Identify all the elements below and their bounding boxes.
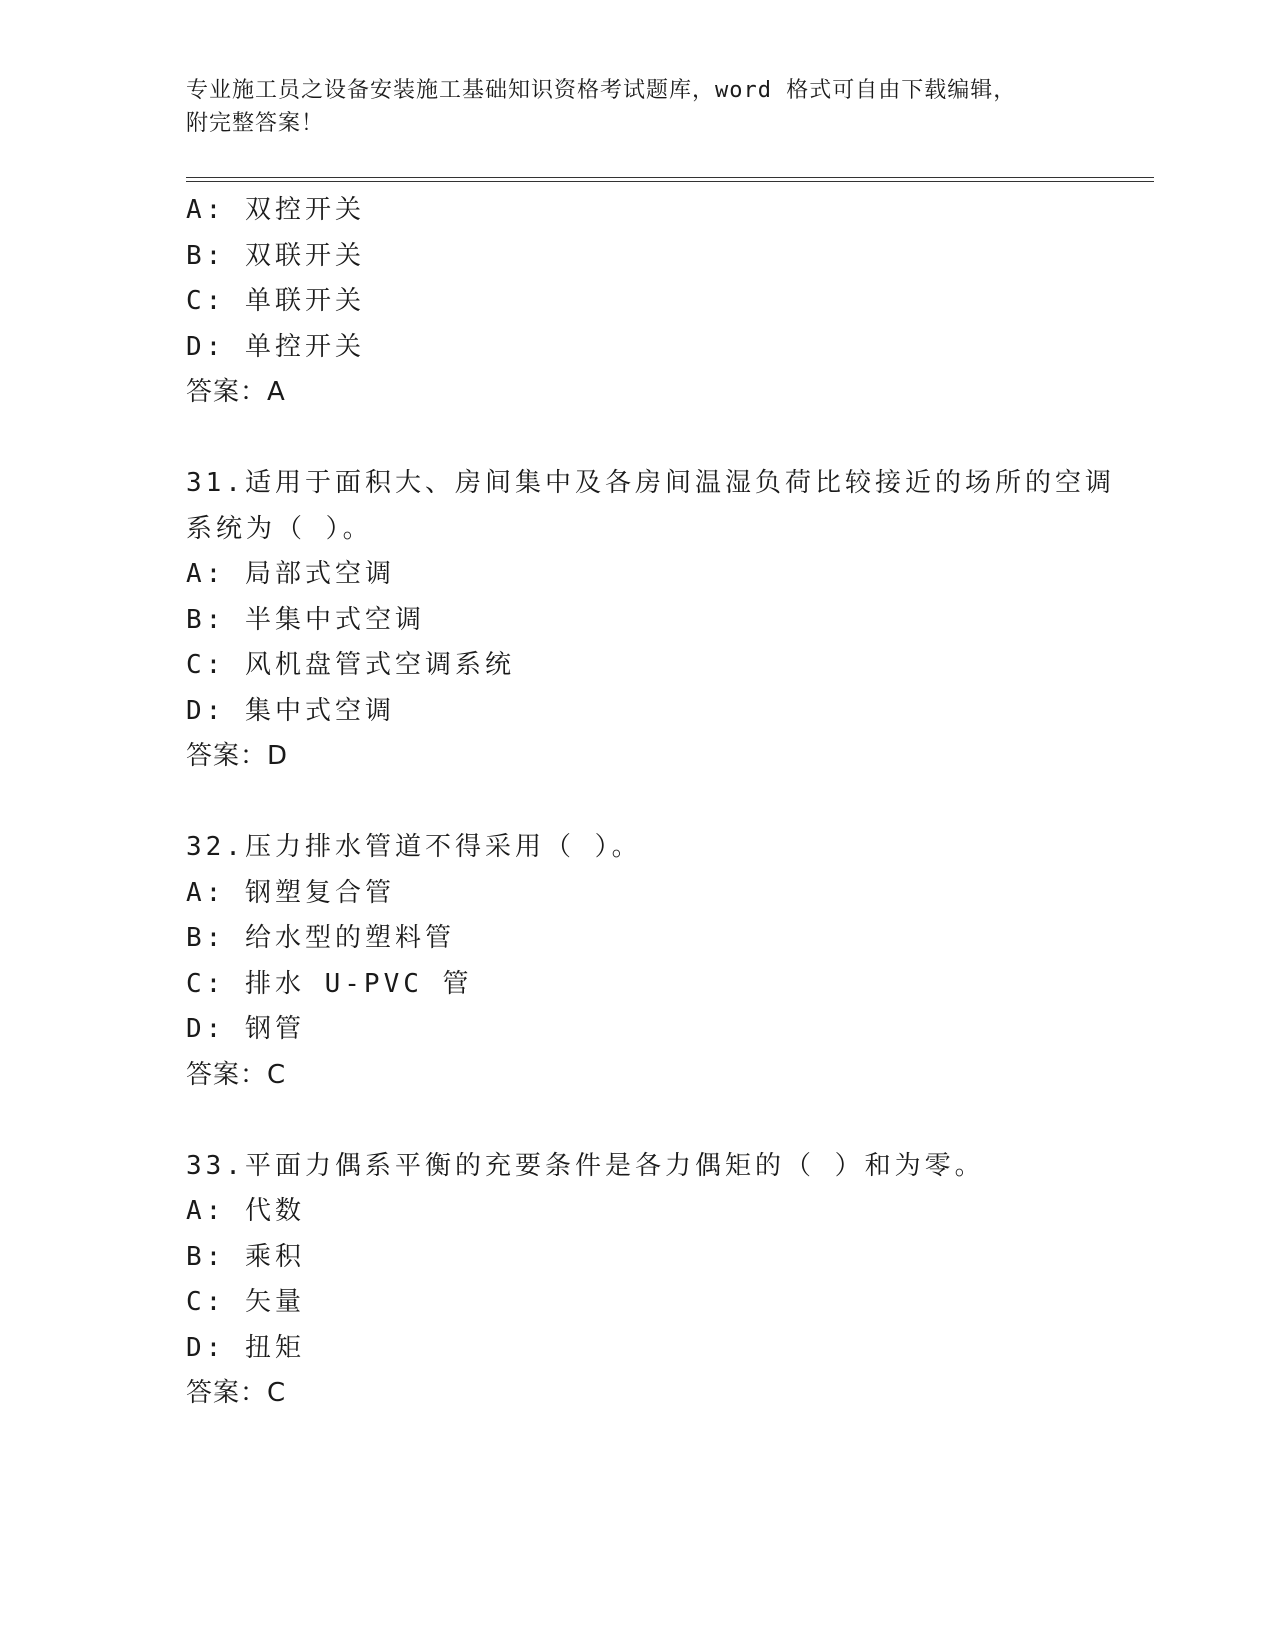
spacer (186, 416, 1146, 462)
option-d: D: 集中式空调 (186, 695, 395, 726)
spacer (186, 780, 1146, 826)
question-32 (186, 825, 1146, 1098)
option-c: C: 单联开关 (186, 286, 365, 316)
question-stem-line-1: 31.适用于面积大、房间集中及各房间温湿负荷比较接近的场所的空调 (186, 468, 1115, 498)
question-31 (186, 461, 1146, 780)
option-c: C: 风机盘管式空调系统 (186, 650, 515, 680)
question-stem: 32.压力排水管道不得采用（ ）。 (186, 832, 642, 862)
option-d: D: 扭矩 (186, 1332, 305, 1363)
header-line-2: 附完整答案！ (186, 111, 325, 136)
option-b: B: 给水型的塑料管 (186, 923, 455, 953)
answer: 答案：A (186, 377, 286, 407)
document-header (186, 74, 1086, 140)
option-b: B: 半集中式空调 (186, 604, 425, 635)
question-30 (186, 188, 1146, 416)
spacer (186, 1098, 1146, 1144)
option-a: A: 代数 (186, 1196, 305, 1226)
answer: 答案：C (186, 1059, 287, 1090)
option-d: D: 单控开关 (186, 331, 365, 362)
question-stem-line-2: 系统为（ ）。 (186, 513, 373, 544)
option-c: C: 排水 U-PVC 管 (186, 968, 473, 999)
option-a: A: 双控开关 (186, 195, 365, 225)
header-line-1: 专业施工员之设备安装施工基础知识资格考试题库，word 格式可自由下载编辑， (186, 78, 1017, 103)
question-stem: 33.平面力偶系平衡的充要条件是各力偶矩的（ ）和为零。 (186, 1150, 985, 1181)
question-list (186, 188, 1146, 1417)
answer: 答案：C (186, 1378, 287, 1408)
option-a: A: 钢塑复合管 (186, 877, 395, 908)
option-b: B: 双联开关 (186, 240, 365, 271)
option-d: D: 钢管 (186, 1014, 305, 1044)
header-divider (186, 177, 1154, 182)
option-c: C: 矢量 (186, 1287, 305, 1317)
option-b: B: 乘积 (186, 1241, 305, 1272)
answer: 答案：D (186, 741, 289, 771)
option-a: A: 局部式空调 (186, 559, 395, 589)
question-33 (186, 1144, 1146, 1417)
